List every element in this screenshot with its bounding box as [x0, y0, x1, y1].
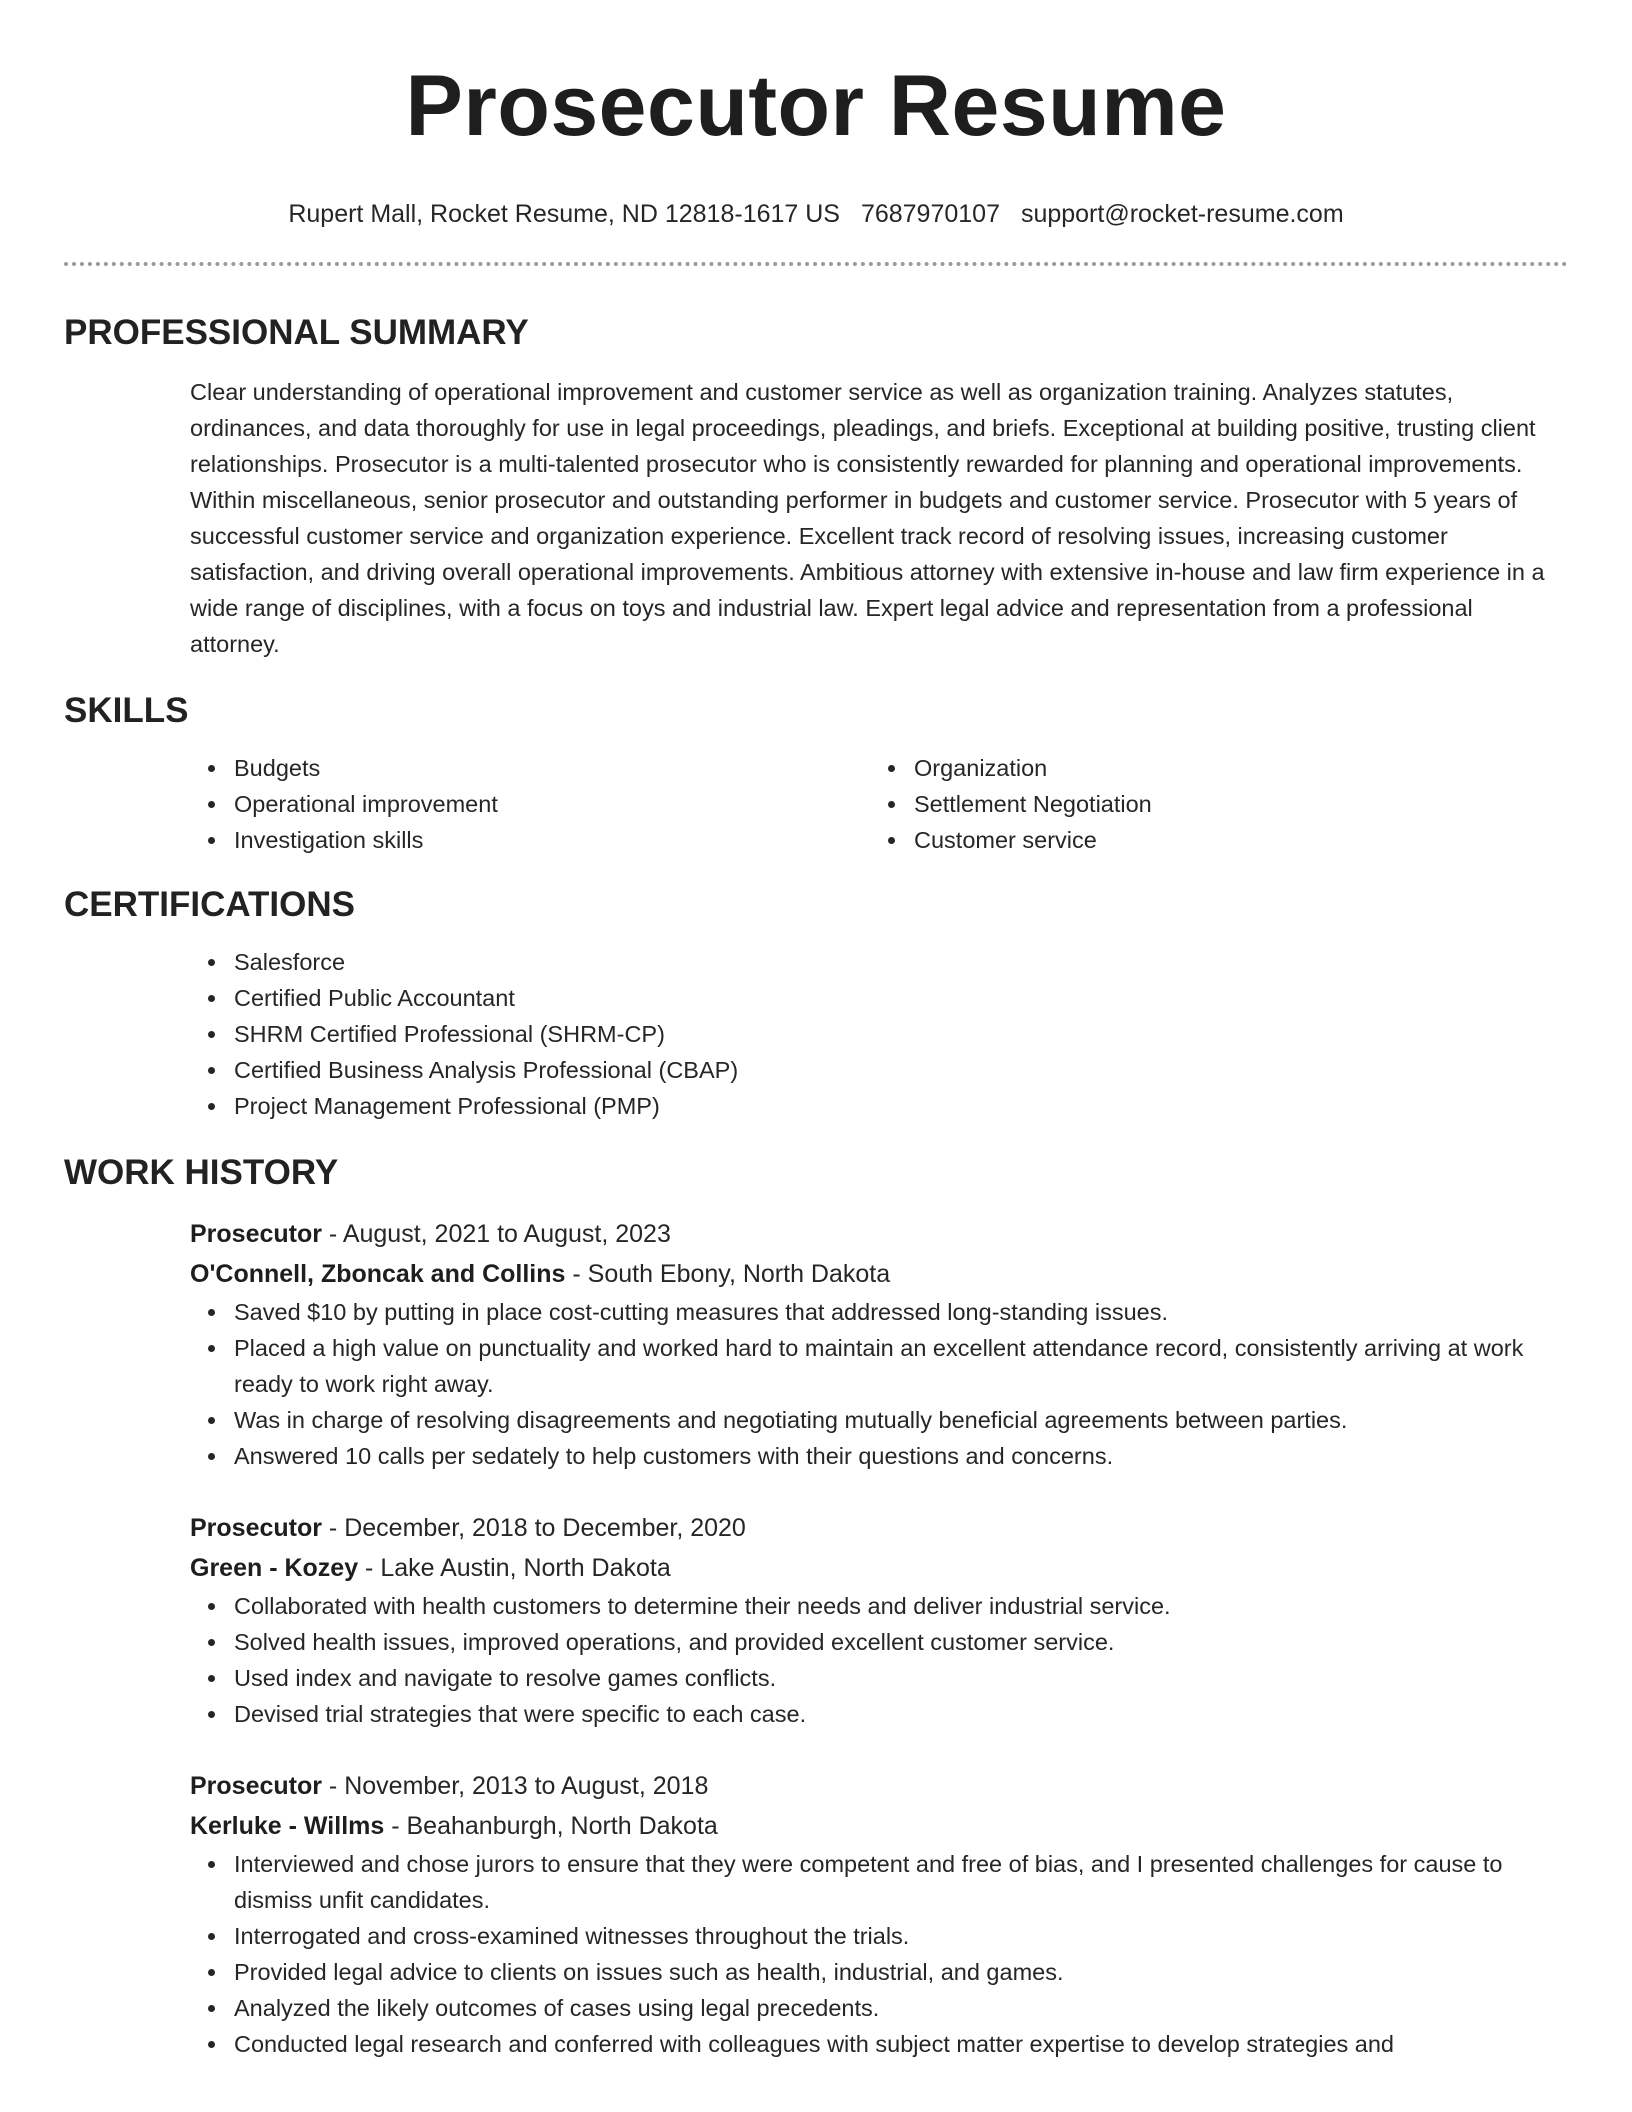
job-bullets [190, 1588, 1568, 1732]
job-title-line [190, 1214, 1568, 1254]
job-entry [190, 1766, 1568, 2062]
contact-phone: 7687970107 [860, 200, 1000, 228]
skills-column-right [870, 750, 1550, 858]
skill-item: Budgets [234, 750, 870, 786]
job-bullet: Saved $10 by putting in place cost-cutting measures that addressed long-standing issues. [234, 1294, 1568, 1330]
job-bullet: Was in charge of resolving disagreements and negotiating mutually beneficial agreements between parties. [234, 1402, 1568, 1438]
contact-line [64, 198, 1568, 230]
job-company-line [190, 1548, 1568, 1588]
header-divider [64, 262, 1568, 266]
section-title-certifications: CERTIFICATIONS [64, 885, 356, 924]
job-bullet: Used index and navigate to resolve games conflicts. [234, 1660, 1568, 1696]
summary-paragraph: Clear understanding of operational improvement and customer service as well as organization training. Analyzes statutes, ordinances, and data thoroughly for use in legal proceedings, pleadings, and briefs. Exceptional at building positive, trusting client relationships. Prosecutor is a multi-talented prosecutor who is consistently rewarded for planning and operational improvements. Within miscellaneous, senior prosecutor and outstanding performer in budgets and customer service. Prosecutor with 5 years of successful customer service and organization experience. Excellent track record of resolving issues, increasing customer satisfaction, and driving overall operational improvements. Ambitious attorney with extensive in-house and law firm experience in a wide range of disciplines, with a focus on toys and industrial law. Expert legal advice and representation from a professional attorney. [190, 379, 1545, 657]
job-location: - Lake Austin, North Dakota [358, 1554, 671, 1582]
certification-item: Project Management Professional (PMP) [234, 1088, 1568, 1124]
job-title-line [190, 1766, 1568, 1806]
contact-email: support@rocket-resume.com [1020, 200, 1344, 228]
job-bullets [190, 1294, 1568, 1474]
skill-item: Operational improvement [234, 786, 870, 822]
skills-column-left [190, 750, 870, 858]
job-bullet: Provided legal advice to clients on issues such as health, industrial, and games. [234, 1954, 1568, 1990]
job-entry [190, 1214, 1568, 1474]
job-company: Green - Kozey [190, 1554, 359, 1582]
job-location: - South Ebony, North Dakota [565, 1260, 891, 1288]
resume-title: Prosecutor Resume [405, 58, 1227, 154]
job-title-line [190, 1508, 1568, 1548]
certification-item: Certified Public Accountant [234, 980, 1568, 1016]
skill-item: Organization [914, 750, 1550, 786]
job-entry [190, 1508, 1568, 1732]
certification-item: Certified Business Analysis Professional (CBAP) [234, 1052, 1568, 1088]
skills-grid [190, 750, 1568, 858]
job-role: Prosecutor [190, 1772, 322, 1800]
section-title-skills: SKILLS [64, 691, 189, 730]
job-bullets [190, 1846, 1568, 2062]
job-company: Kerluke - Willms [190, 1812, 385, 1840]
job-company-line [190, 1806, 1568, 1846]
job-role: Prosecutor [190, 1514, 322, 1542]
job-bullet: Interviewed and chose jurors to ensure that they were competent and free of bias, and I presented challenges for cause to dismiss unfit candidates. [234, 1846, 1568, 1918]
job-company-line [190, 1254, 1568, 1294]
job-dates: - December, 2018 to December, 2020 [321, 1514, 746, 1542]
job-bullet: Answered 10 calls per sedately to help customers with their questions and concerns. [234, 1438, 1568, 1474]
job-bullet: Collaborated with health customers to determine their needs and deliver industrial service. [234, 1588, 1568, 1624]
job-bullet: Devised trial strategies that were specific to each case. [234, 1696, 1568, 1732]
section-title-work-history: WORK HISTORY [64, 1153, 339, 1192]
job-bullet: Conducted legal research and conferred with colleagues with subject matter expertise to develop strategies and [234, 2026, 1568, 2062]
job-dates: - November, 2013 to August, 2018 [321, 1772, 709, 1800]
job-bullet: Interrogated and cross-examined witnesses throughout the trials. [234, 1918, 1568, 1954]
certification-item: SHRM Certified Professional (SHRM-CP) [234, 1016, 1568, 1052]
certifications-list [190, 944, 1568, 1124]
skill-item: Investigation skills [234, 822, 870, 858]
skill-item: Customer service [914, 822, 1550, 858]
job-bullet: Analyzed the likely outcomes of cases using legal precedents. [234, 1990, 1568, 2026]
job-bullet: Placed a high value on punctuality and worked hard to maintain an excellent attendance record, consistently arriving at work ready to work right away. [234, 1330, 1568, 1402]
job-role: Prosecutor [190, 1220, 322, 1248]
job-dates: - August, 2021 to August, 2023 [321, 1220, 671, 1248]
job-location: - Beahanburgh, North Dakota [384, 1812, 718, 1840]
skill-item: Settlement Negotiation [914, 786, 1550, 822]
contact-address: Rupert Mall, Rocket Resume, ND 12818-1617 US [288, 200, 840, 228]
section-title-summary: PROFESSIONAL SUMMARY [64, 313, 529, 352]
certification-item: Salesforce [234, 944, 1568, 980]
job-bullet: Solved health issues, improved operations, and provided excellent customer service. [234, 1624, 1568, 1660]
job-company: O'Connell, Zboncak and Collins [190, 1260, 566, 1288]
